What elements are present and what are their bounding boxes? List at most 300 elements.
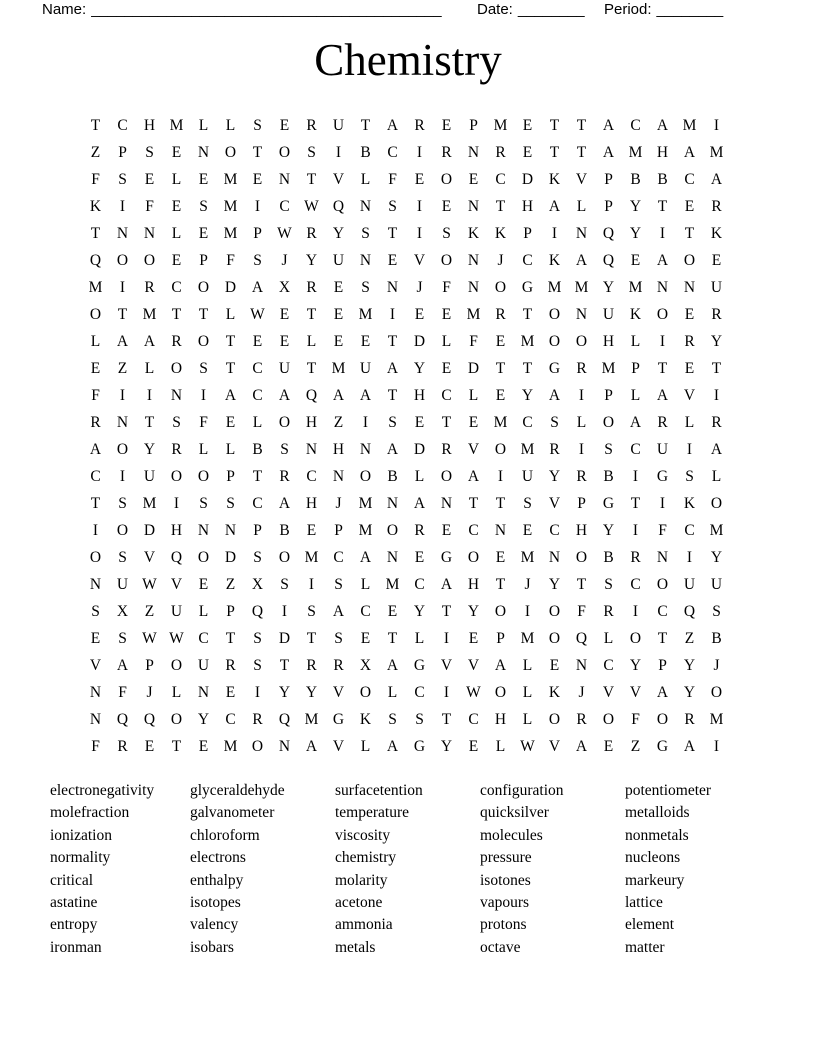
grid-letter: K [467,224,480,242]
grid-letter: B [603,467,614,485]
grid-letter: C [441,386,452,404]
grid-letter: I [443,683,450,701]
grid-letter: J [524,575,531,593]
grid-letter: T [387,386,398,404]
grid-letter: P [604,197,613,215]
grid-letter: L [198,602,209,620]
grid-letter: L [252,413,263,431]
grid-letter: A [116,656,129,674]
grid-letter: U [602,305,615,323]
grid-letter: N [278,737,291,755]
grid-letter: T [90,224,101,242]
grid-letter: R [576,359,587,377]
grid-letter: F [91,170,100,188]
grid-letter: Z [630,737,641,755]
grid-letter: U [521,467,534,485]
grid-letter: A [224,386,237,404]
grid-letter: G [332,710,345,728]
grid-letter: M [223,737,238,755]
grid-letter: O [89,548,102,566]
grid-letter: O [143,251,156,269]
grid-letter: V [170,575,183,593]
grid-letter: E [171,251,182,269]
grid-letter: N [575,305,588,323]
grid-letter: E [387,602,398,620]
grid-letter: N [197,143,210,161]
grid-letter: R [333,656,344,674]
grid-letter: L [198,440,209,458]
grid-letter: O [386,521,399,539]
grid-letter: E [279,116,290,134]
grid-letter: A [359,548,372,566]
grid-letter: L [684,413,695,431]
grid-letter: I [686,548,693,566]
grid-letter: C [90,467,101,485]
grid-letter: A [386,656,399,674]
grid-letter: O [116,440,129,458]
grid-letter: E [468,629,479,647]
grid-letter: S [253,116,262,134]
grid-letter: A [305,737,318,755]
grid-letter: G [440,548,453,566]
grid-letter: C [279,197,290,215]
grid-letter: T [657,629,668,647]
grid-letter: F [118,683,127,701]
word-item: markeury [625,871,685,889]
grid-letter: C [495,170,506,188]
grid-letter: R [414,521,425,539]
grid-letter: H [602,332,615,350]
grid-letter: U [710,278,723,296]
grid-letter: D [521,170,534,188]
grid-letter: N [440,494,453,512]
grid-letter: Y [143,440,156,458]
grid-letter: O [251,737,264,755]
grid-letter: O [89,305,102,323]
grid-letter: S [199,197,208,215]
grid-letter: S [307,602,316,620]
grid-letter: W [277,224,292,242]
word-item: vapours [480,894,530,912]
grid-letter: O [548,710,561,728]
word-item: molefraction [50,804,130,822]
grid-letter: O [494,683,507,701]
grid-letter: E [441,521,452,539]
grid-letter: Z [333,413,344,431]
grid-letter: I [92,521,99,539]
grid-letter: M [358,521,373,539]
grid-letter: I [335,143,342,161]
grid-letter: N [683,278,696,296]
grid-letter: T [576,143,587,161]
grid-letter: A [332,602,345,620]
grid-letter: S [550,413,559,431]
grid-letter: S [685,467,694,485]
grid-letter: T [441,602,452,620]
grid-letter: A [359,386,372,404]
grid-letter: N [197,683,210,701]
grid-letter: C [387,143,398,161]
grid-letter: O [602,710,615,728]
grid-letter: O [656,710,669,728]
grid-letter: R [306,278,317,296]
grid-letter: S [253,656,262,674]
grid-letter: T [387,224,398,242]
grid-letter: E [549,656,560,674]
grid-letter: T [90,494,101,512]
grid-letter: O [494,440,507,458]
grid-letter: S [415,710,424,728]
name-label: Name: [42,1,87,18]
grid-letter: B [711,629,722,647]
grid-letter: L [522,656,533,674]
grid-letter: E [333,278,344,296]
grid-letter: R [657,413,668,431]
grid-letter: N [386,278,399,296]
grid-letter: E [198,224,209,242]
grid-letter: O [710,683,723,701]
grid-letter: R [711,413,722,431]
grid-letter: T [441,710,452,728]
grid-letter: Y [710,332,723,350]
grid-letter: L [171,683,182,701]
grid-letter: R [90,413,101,431]
grid-letter: T [198,305,209,323]
grid-letter: D [143,521,156,539]
grid-letter: P [658,656,667,674]
grid-letter: Y [440,737,453,755]
word-item: critical [50,871,94,889]
grid-letter: F [577,602,586,620]
grid-letter: C [252,359,263,377]
word-item: ammonia [335,916,393,934]
grid-letter: O [494,602,507,620]
grid-letter: C [657,602,668,620]
grid-letter: R [252,710,263,728]
grid-letter: A [602,116,615,134]
grid-letter: C [684,170,695,188]
grid-letter: M [628,278,643,296]
grid-letter: A [494,656,507,674]
grid-letter: C [468,521,479,539]
grid-letter: V [332,170,345,188]
grid-letter: M [331,359,346,377]
grid-letter: E [279,332,290,350]
grid-letter: O [170,656,183,674]
grid-letter: E [198,170,209,188]
grid-letter: Z [90,143,101,161]
grid-letter: M [358,305,373,323]
grid-letter: H [494,710,507,728]
grid-letter: T [495,359,506,377]
grid-letter: K [548,170,561,188]
grid-letter: L [495,737,506,755]
grid-letter: P [631,359,640,377]
grid-letter: L [522,683,533,701]
grid-letter: W [169,629,184,647]
grid-letter: V [548,737,561,755]
grid-letter: Q [305,386,318,404]
grid-letter: T [630,494,641,512]
grid-letter: Q [143,710,156,728]
grid-letter: Y [683,683,696,701]
grid-letter: E [252,170,263,188]
grid-letter: C [630,575,641,593]
grid-letter: M [223,170,238,188]
word-list [0,780,816,970]
grid-letter: O [440,467,453,485]
grid-letter: H [467,575,480,593]
grid-letter: C [522,251,533,269]
grid-letter: C [549,521,560,539]
grid-letter: N [467,251,480,269]
grid-letter: A [656,386,669,404]
grid-letter: O [683,251,696,269]
grid-letter: O [575,332,588,350]
grid-letter: Q [602,224,615,242]
grid-letter: S [226,494,235,512]
grid-letter: O [197,467,210,485]
grid-letter: E [225,413,236,431]
grid-letter: T [522,359,533,377]
grid-letter: E [360,332,371,350]
grid-letter: T [171,305,182,323]
grid-letter: L [360,575,371,593]
grid-letter: C [603,656,614,674]
grid-letter: M [493,413,508,431]
grid-letter: F [658,521,667,539]
grid-letter: A [710,170,723,188]
grid-letter: S [199,494,208,512]
grid-letter: G [656,737,669,755]
word-item: viscosity [335,826,391,844]
grid-letter: A [575,737,588,755]
grid-letter: I [281,602,288,620]
grid-letter: I [200,386,207,404]
grid-letter: I [578,386,585,404]
grid-letter: T [387,629,398,647]
grid-letter: T [225,359,236,377]
grid-letter: S [280,440,289,458]
grid-letter: L [360,737,371,755]
grid-letter: P [604,170,613,188]
grid-letter: U [143,467,156,485]
grid-letter: Q [89,251,102,269]
grid-letter: T [306,629,317,647]
grid-letter: M [601,359,616,377]
grid-letter: R [279,467,290,485]
grid-letter: I [254,683,261,701]
grid-letter: V [683,386,696,404]
grid-letter: T [468,494,479,512]
grid-letter: Y [683,656,696,674]
grid-letter: P [604,386,613,404]
grid-letter: Y [548,467,561,485]
grid-letter: O [170,710,183,728]
word-item: configuration [480,782,564,799]
grid-letter: A [656,683,669,701]
grid-letter: U [710,575,723,593]
grid-letter: E [441,197,452,215]
grid-letter: C [171,278,182,296]
grid-letter: M [520,440,535,458]
grid-letter: H [305,494,318,512]
grid-letter: P [118,143,127,161]
grid-letter: O [197,548,210,566]
grid-letter: U [359,359,372,377]
grid-letter: B [279,521,290,539]
grid-letter: I [146,386,153,404]
grid-letter: B [630,170,641,188]
grid-letter: H [332,440,345,458]
grid-letter: P [199,251,208,269]
grid-letter: U [116,575,129,593]
grid-letter: T [387,332,398,350]
grid-letter: O [548,629,561,647]
word-item: surfacetention [335,782,423,799]
grid-letter: I [416,224,423,242]
grid-letter: N [359,197,372,215]
grid-letter: M [169,116,184,134]
grid-letter: C [360,602,371,620]
grid-letter: S [253,251,262,269]
grid-letter: A [116,332,129,350]
word-column [335,780,423,959]
grid-letter: E [684,305,695,323]
grid-letter: A [440,575,453,593]
grid-letter: R [495,143,506,161]
grid-letter: A [278,386,291,404]
grid-letter: R [549,440,560,458]
word-item: chemistry [335,849,397,867]
grid-letter: L [225,305,236,323]
grid-letter: O [224,143,237,161]
grid-letter: V [575,170,588,188]
grid-letter: I [713,386,720,404]
grid-letter: L [90,332,101,350]
grid-letter: C [306,467,317,485]
grid-letter: O [359,467,372,485]
grid-letter: R [630,548,641,566]
word-column [190,780,285,959]
grid-letter: K [548,683,561,701]
grid-letter: C [414,683,425,701]
grid-letter: I [524,602,531,620]
grid-letter: R [306,116,317,134]
grid-letter: Q [575,629,588,647]
grid-letter: R [684,332,695,350]
word-item: quicksilver [480,804,549,822]
grid-letter: E [306,521,317,539]
grid-letter: V [629,683,642,701]
grid-letter: C [522,413,533,431]
worksheet-header [0,0,816,22]
word-item: galvanometer [190,804,275,822]
grid-letter: N [575,224,588,242]
grid-letter: V [332,737,345,755]
grid-letter: T [279,656,290,674]
grid-letter: N [386,494,399,512]
grid-letter: E [333,305,344,323]
grid-letter: M [142,305,157,323]
grid-letter: Y [629,197,642,215]
word-item: isotopes [190,894,241,912]
grid-letter: D [224,278,237,296]
grid-letter: L [441,332,452,350]
grid-letter: L [225,440,236,458]
grid-letter: C [414,575,425,593]
grid-letter: N [656,548,669,566]
word-item: metalloids [625,804,690,822]
grid-letter: E [468,737,479,755]
grid-letter: S [253,629,262,647]
grid-letter: Y [413,602,426,620]
grid-letter: W [304,197,319,215]
grid-letter: S [334,575,343,593]
grid-letter: P [523,224,532,242]
grid-letter: V [332,683,345,701]
grid-letter: X [278,278,291,296]
grid-letter: T [252,467,263,485]
grid-letter: T [306,170,317,188]
grid-letter: X [251,575,264,593]
grid-letter: G [521,278,534,296]
grid-letter: C [117,116,128,134]
word-item: element [625,916,675,934]
grid-letter: A [629,413,642,431]
grid-letter: Q [251,602,264,620]
grid-letter: S [118,494,127,512]
grid-letter: F [442,278,451,296]
grid-letter: O [116,521,129,539]
grid-letter: U [656,440,669,458]
grid-letter: N [224,521,237,539]
grid-letter: T [657,197,668,215]
grid-letter: Y [548,575,561,593]
grid-letter: V [602,683,615,701]
grid-letter: Y [413,359,426,377]
word-item: isobars [190,938,234,956]
grid-letter: M [223,197,238,215]
grid-letter: R [171,332,182,350]
grid-letter: T [90,116,101,134]
grid-letter: T [711,359,722,377]
grid-letter: O [359,683,372,701]
grid-letter: U [197,656,210,674]
grid-letter: E [441,116,452,134]
grid-letter: P [469,116,478,134]
grid-letter: G [413,656,426,674]
word-item: nucleons [625,849,681,867]
word-item: ionization [50,826,112,844]
grid-letter: I [119,197,126,215]
grid-letter: A [548,197,561,215]
grid-letter: A [278,494,291,512]
grid-letter: F [388,170,397,188]
grid-letter: T [657,359,668,377]
grid-letter: E [171,197,182,215]
grid-letter: F [91,737,100,755]
grid-letter: N [575,656,588,674]
grid-letter: M [709,143,724,161]
grid-letter: I [416,143,423,161]
grid-letter: R [144,278,155,296]
period-blank-line: ________ [656,1,724,18]
grid-letter: N [278,170,291,188]
grid-letter: E [333,332,344,350]
grid-letter: O [116,251,129,269]
grid-letter: M [682,116,697,134]
